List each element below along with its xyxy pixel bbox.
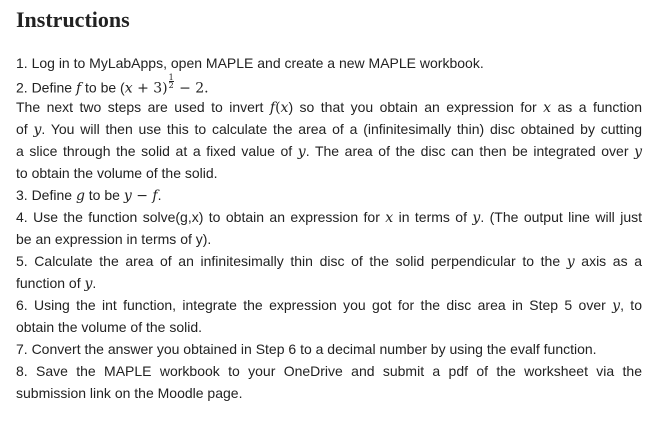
paragraph-line-1: The next two steps are used to invert f(x) so that you obtain an expression for x as a function: [16, 99, 642, 116]
paragraph-line-4: to obtain the volume of the solid.: [16, 165, 218, 181]
paragraph-line-2: of y. You will then use this to calculate the area of a (infinitesimally thin) disc obtained by cutting: [16, 121, 642, 138]
step-5-line-1: 5. Calculate the area of an infinitesimally thin disc of the solid perpendicular to the y axis as a: [16, 253, 642, 270]
step-3: 3. Define g to be y − f.: [16, 187, 162, 204]
step-5-line-2: function of y.: [16, 275, 97, 292]
step-6-line-2: obtain the volume of the solid.: [16, 319, 203, 335]
step-4-line-2: be an expression in terms of y).: [16, 231, 212, 247]
step-8-line-2: submission link on the Moodle page.: [16, 385, 243, 401]
step-6-line-1: 6. Using the int function, integrate the expression you got for the disc area in Step 5 over y, to: [16, 297, 642, 314]
step-1: 1. Log in to MyLabApps, open MAPLE and create a new MAPLE workbook.: [16, 55, 484, 71]
step-4-line-1: 4. Use the function solve(g,x) to obtain an expression for x in terms of y. (The output line will just: [16, 209, 642, 226]
step-2: 2. Define f to be (x + 3) $\frac{1}{2}$ − 2.: [16, 73, 209, 97]
page-title: Instructions: [16, 7, 130, 32]
step-8-line-1: 8. Save the MAPLE workbook to your OneDrive and submit a pdf of the worksheet via the: [16, 363, 642, 379]
instructions-body: [16, 52, 642, 404]
paragraph-line-3: a slice through the solid at a fixed value of y. The area of the disc can then be integrated over y: [16, 143, 643, 160]
exponent-fraction: $\frac{1}{2}$: [168, 73, 174, 90]
step-7: 7. Convert the answer you obtained in Step 6 to a decimal number by using the evalf function.: [16, 341, 597, 357]
